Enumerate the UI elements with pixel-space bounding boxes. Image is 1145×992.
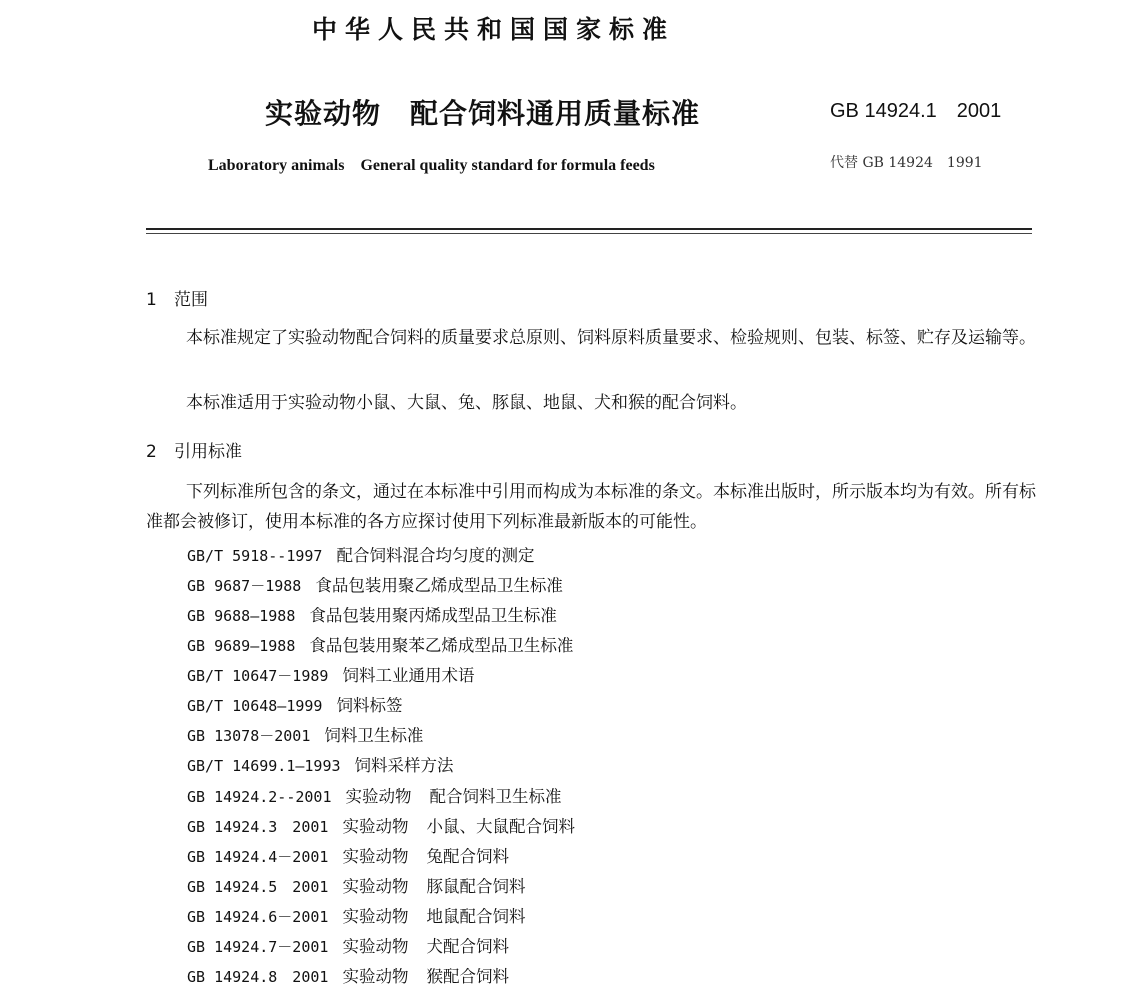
reference-code: GB 14924.7－2001 xyxy=(187,938,329,956)
reference-item xyxy=(187,632,573,656)
reference-code: GB 9688—1988 xyxy=(187,607,296,625)
section-title: 引用标准 xyxy=(174,442,242,462)
section-heading-scope xyxy=(146,285,208,310)
reference-item xyxy=(187,662,474,686)
reference-code: GB/T 10647－1989 xyxy=(187,667,329,685)
reference-title: 小鼠、大鼠配合饲料 xyxy=(426,817,575,836)
section-number: 2 xyxy=(146,442,157,462)
standard-number: GB 14924.1 2001 xyxy=(830,100,1002,122)
reference-title: 饲料工业通用术语 xyxy=(342,666,475,685)
references-intro-paragraph: 下列标准所包含的条文，通过在本标准中引用而构成为本标准的条文。本标准出版时，所示版本均为有效。所有标准都会被修订，使用本标准的各方应探讨使用下列标准最新版本的可能性。 xyxy=(146,482,1036,532)
reference-code: GB 9689—1988 xyxy=(187,637,296,655)
reference-item xyxy=(187,813,575,837)
reference-title: 配合饲料卫生标准 xyxy=(429,787,562,806)
reference-title: 食品包装用聚丙烯成型品卫生标准 xyxy=(309,606,557,625)
reference-code: GB 14924.3 2001 xyxy=(187,818,329,836)
reference-title: 犬配合饲料 xyxy=(426,937,509,956)
reference-subject: 实验动物 xyxy=(342,937,409,956)
reference-item xyxy=(187,722,423,746)
reference-item xyxy=(187,572,563,596)
reference-item xyxy=(187,903,525,927)
reference-item xyxy=(187,783,562,807)
reference-subject: 实验动物 xyxy=(342,907,409,926)
reference-code: GB 14924.8 2001 xyxy=(187,968,329,986)
reference-subject: 实验动物 xyxy=(342,817,409,836)
reference-code: GB 13078－2001 xyxy=(187,727,311,745)
scope-paragraph: 本标准规定了实验动物配合饲料的质量要求总原则、饲料原料质量要求、检验规则、包装、标签、贮存及运输等。 xyxy=(186,328,1036,348)
reference-code: GB 14924.6－2001 xyxy=(187,908,329,926)
reference-title: 饲料采样方法 xyxy=(354,756,454,775)
reference-item xyxy=(187,542,534,566)
reference-code: GB 14924.4－2001 xyxy=(187,848,329,866)
reference-subject: 实验动物 xyxy=(342,877,409,896)
reference-code: GB/T 5918--1997 xyxy=(187,547,323,565)
reference-subject: 实验动物 xyxy=(345,787,412,806)
reference-item xyxy=(187,933,509,957)
reference-subject: 实验动物 xyxy=(342,847,409,866)
reference-item xyxy=(187,963,509,987)
replaces-standard: 代替 GB 14924 1991 xyxy=(830,155,983,171)
document-title-english: Laboratory animals General quality standard for formula feeds xyxy=(208,157,655,174)
reference-title: 食品包装用聚乙烯成型品卫生标准 xyxy=(315,576,563,595)
reference-title: 兔配合饲料 xyxy=(426,847,509,866)
document-title-chinese: 实验动物 配合饲料通用质量标准 xyxy=(265,97,701,130)
reference-item xyxy=(187,843,509,867)
reference-subject: 实验动物 xyxy=(342,967,409,986)
reference-item xyxy=(187,602,557,626)
reference-code: GB 9687－1988 xyxy=(187,577,302,595)
reference-title: 豚鼠配合饲料 xyxy=(426,877,526,896)
section-title: 范围 xyxy=(174,290,208,310)
reference-code: GB/T 10648—1999 xyxy=(187,697,323,715)
reference-title: 食品包装用聚苯乙烯成型品卫生标准 xyxy=(309,636,574,655)
national-standard-heading: 中华人民共和国国家标准 xyxy=(312,15,676,44)
reference-item xyxy=(187,752,454,776)
reference-code: GB 14924.5 2001 xyxy=(187,878,329,896)
reference-code: GB/T 14699.1—1993 xyxy=(187,757,341,775)
header-divider xyxy=(146,228,1032,230)
reference-title: 配合饲料混合均匀度的测定 xyxy=(336,546,535,565)
reference-title: 饲料卫生标准 xyxy=(324,726,424,745)
reference-title: 饲料标签 xyxy=(336,696,403,715)
reference-item xyxy=(187,873,525,897)
reference-item xyxy=(187,692,402,716)
reference-title: 地鼠配合饲料 xyxy=(426,907,526,926)
scope-applicability-paragraph: 本标准适用于实验动物小鼠、大鼠、兔、豚鼠、地鼠、犬和猴的配合饲料。 xyxy=(186,393,747,413)
section-heading-references xyxy=(146,437,242,462)
reference-code: GB 14924.2--2001 xyxy=(187,788,332,806)
reference-title: 猴配合饲料 xyxy=(426,967,509,986)
section-number: 1 xyxy=(146,290,157,310)
header-divider-thin xyxy=(146,233,1032,234)
